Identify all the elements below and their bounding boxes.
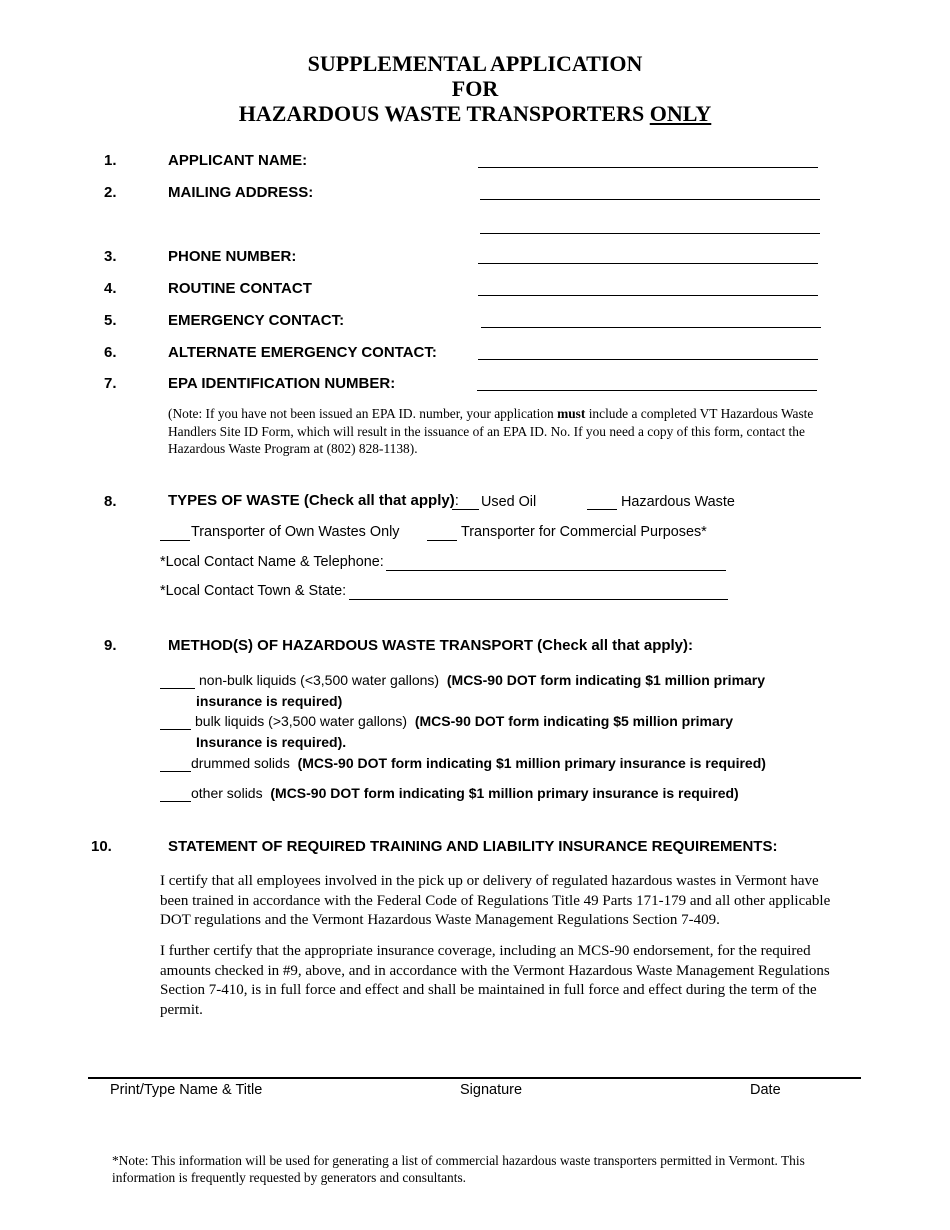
local-contact-name-label: *Local Contact Name & Telephone: bbox=[160, 554, 384, 570]
local-contact-town-label: *Local Contact Town & State: bbox=[160, 583, 347, 599]
other-solids-checkbox[interactable] bbox=[160, 800, 191, 802]
routine-contact-input[interactable] bbox=[478, 295, 818, 296]
date-label: Date bbox=[750, 1082, 781, 1098]
option-text: non-bulk liquids (<3,500 water gallons) bbox=[199, 672, 440, 688]
signature-label: Signature bbox=[460, 1082, 523, 1098]
non-bulk-liquids-requirement-cont: insurance is required) bbox=[196, 693, 343, 709]
section-10-number: 10. bbox=[91, 838, 112, 855]
own-wastes-checkbox[interactable] bbox=[160, 539, 190, 541]
epa-note-text: (Note: If you have not been issued an EPA ID. number, your application bbox=[168, 406, 558, 421]
field-label: ALTERNATE EMERGENCY CONTACT: bbox=[168, 344, 437, 361]
epa-note-bold: must bbox=[557, 406, 586, 421]
other-solids-option bbox=[191, 785, 739, 801]
print-name-title-label: Print/Type Name & Title bbox=[110, 1082, 263, 1098]
title-only-underlined: ONLY bbox=[649, 101, 712, 126]
option-text: drummed solids bbox=[191, 755, 290, 771]
signature-line[interactable] bbox=[88, 1077, 861, 1079]
title-line-1: SUPPLEMENTAL APPLICATION bbox=[307, 51, 643, 76]
option-requirement: (MCS-90 DOT form indicating $1 million primary insurance is required) bbox=[270, 785, 739, 801]
field-number: 5. bbox=[104, 312, 117, 329]
section-8-row-1 bbox=[168, 492, 459, 509]
phone-number-input[interactable] bbox=[478, 263, 818, 264]
field-number: 4. bbox=[104, 280, 117, 297]
applicant-name-input[interactable] bbox=[478, 167, 818, 168]
certification-paragraph-2: I further certify that the appropriate insurance coverage, including an MCS-90 endorsement, for the required amounts checked in #9, above, and in accordance with the Vermont Hazardous Waste Management Regulations Section 7-410, is in full force and effect and shall be maintained in full force and effect during the term of the permit. bbox=[160, 943, 830, 1018]
option-text: other solids bbox=[191, 785, 263, 801]
field-label: MAILING ADDRESS: bbox=[168, 184, 314, 201]
field-label: EPA IDENTIFICATION NUMBER: bbox=[168, 375, 396, 392]
field-label: ROUTINE CONTACT bbox=[168, 280, 312, 297]
hazardous-waste-label: Hazardous Waste bbox=[621, 494, 735, 510]
field-number: 6. bbox=[104, 344, 117, 361]
alternate-emergency-contact-input[interactable] bbox=[478, 359, 818, 360]
option-text: bulk liquids (>3,500 water gallons) bbox=[195, 713, 408, 729]
field-label: EMERGENCY CONTACT: bbox=[168, 312, 345, 329]
option-requirement: (MCS-90 DOT form indicating $1 million primary bbox=[446, 672, 766, 688]
bulk-liquids-option bbox=[195, 713, 733, 729]
title-line-3 bbox=[0, 101, 950, 126]
non-bulk-liquids-checkbox[interactable] bbox=[160, 687, 195, 689]
epa-note bbox=[168, 405, 828, 458]
footer-note: *Note: This information will be used for generating a list of commercial hazardous waste transporters permitted in Vermont. This information is frequently requested by generators and consultants. bbox=[112, 1153, 805, 1185]
mailing-address-input-2[interactable] bbox=[480, 233, 820, 234]
hazardous-waste-checkbox[interactable] bbox=[587, 508, 617, 510]
field-label: APPLICANT NAME: bbox=[168, 152, 308, 169]
epa-id-number-input[interactable] bbox=[477, 390, 817, 391]
title-line-3-prefix: HAZARDOUS WASTE TRANSPORTERS bbox=[238, 101, 645, 126]
title-line-2: FOR bbox=[451, 76, 499, 101]
local-contact-town-input[interactable] bbox=[349, 598, 728, 600]
drummed-solids-checkbox[interactable] bbox=[160, 770, 191, 772]
option-requirement: (MCS-90 DOT form indicating $5 million primary bbox=[414, 713, 734, 729]
emergency-contact-input[interactable] bbox=[481, 327, 821, 328]
field-number: 7. bbox=[104, 375, 117, 392]
used-oil-label: Used Oil bbox=[481, 494, 537, 510]
non-bulk-liquids-option bbox=[199, 672, 765, 688]
section-8-number: 8. bbox=[104, 493, 117, 510]
epa-note-text-end: include a completed VT Hazardous Waste Handlers Site ID Form, which will result in the issuance of an EPA ID. No. If you need a copy of this form, contact the Hazardous Waste Program at (802) 828-1138). bbox=[168, 406, 814, 456]
local-contact-name-input[interactable] bbox=[386, 569, 726, 571]
own-wastes-label: Transporter of Own Wastes Only bbox=[191, 524, 400, 540]
mailing-address-input-1[interactable] bbox=[480, 199, 820, 200]
used-oil-checkbox[interactable] bbox=[452, 508, 479, 510]
section-8-heading: TYPES OF WASTE (Check all that apply) bbox=[168, 492, 455, 509]
field-number: 3. bbox=[104, 248, 117, 265]
section-9-number: 9. bbox=[104, 637, 117, 654]
option-requirement: (MCS-90 DOT form indicating $1 million primary insurance is required) bbox=[297, 755, 766, 771]
drummed-solids-option bbox=[191, 755, 766, 771]
section-9-heading: METHOD(S) OF HAZARDOUS WASTE TRANSPORT (Check all that apply): bbox=[168, 637, 694, 654]
commercial-purposes-label: Transporter for Commercial Purposes* bbox=[461, 524, 707, 540]
section-10-heading: STATEMENT OF REQUIRED TRAINING AND LIABILITY INSURANCE REQUIREMENTS: bbox=[168, 838, 778, 855]
field-number: 2. bbox=[104, 184, 117, 201]
bulk-liquids-requirement-cont: Insurance is required). bbox=[196, 734, 347, 750]
section-8-colon: : bbox=[454, 492, 459, 509]
certification-paragraph-1: I certify that all employees involved in the pick up or delivery of regulated hazardous wastes in Vermont have been trained in accordance with the Federal Code of Regulations Title 49 Parts 171-179 and all other applicable DOT regulations and the Vermont Hazardous Waste Management Regulations Section 7-409. bbox=[160, 873, 831, 928]
field-label: PHONE NUMBER: bbox=[168, 248, 297, 265]
commercial-purposes-checkbox[interactable] bbox=[427, 539, 457, 541]
bulk-liquids-checkbox[interactable] bbox=[160, 728, 191, 730]
field-number: 1. bbox=[104, 152, 117, 169]
